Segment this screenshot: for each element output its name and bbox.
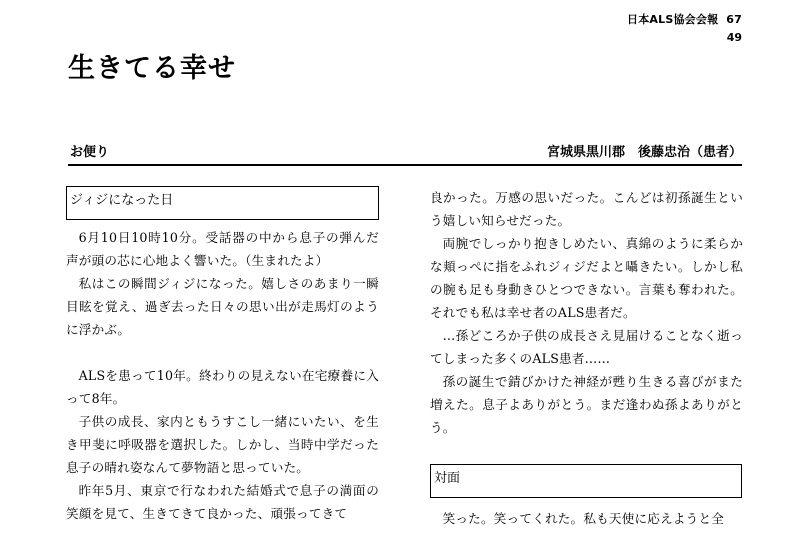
header-divider <box>68 164 742 166</box>
page-number: 49 <box>726 31 742 44</box>
paragraph: 笑った。笑ってくれた。私も天使に応えようと全 <box>442 511 725 526</box>
paragraph: 昨年5月、東京で行なわれた結婚式で息子の満面の笑顔を見て、生きてきて良かった、頑張ってきて <box>66 483 379 521</box>
paragraph: 私はこの瞬間ジィジになった。嬉しさのあまり一瞬目眩を覚え、過ぎ去った日々の思い出が走馬灯のように浮かぶ。 <box>66 276 379 337</box>
issue-number: 67 <box>726 13 742 26</box>
paragraph: 6月10日10時10分。受話器の中から息子の弾んだ声が頭の芯に心地よく響いた。（生まれたよ） <box>66 230 379 268</box>
section-heading-jiji: ジィジになった日 <box>66 186 379 220</box>
paragraph: ALSを患って10年。終わりの見えない在宅療養に入って8年。 <box>66 368 379 406</box>
right-column <box>430 186 743 530</box>
paragraph: …孫どころか子供の成長さえ見届けることなく逝ってしまった多くのALS患者…… <box>430 328 743 366</box>
publication-name: 日本ALS協会会報 <box>627 13 719 26</box>
paragraph: 孫の誕生で錆びかけた神経が甦り生きる喜びがまた増えた。息子よありがとう。まだ逢わぬ孫よありがとう。 <box>430 374 743 435</box>
publication-header <box>627 11 742 27</box>
article-title: 生きてる幸せ <box>68 53 236 84</box>
article-category: お便り <box>70 145 110 160</box>
paragraph: 良かった。万感の思いだった。こんどは初孫誕生という嬉しい知らせだった。 <box>430 190 743 228</box>
paragraph-gap <box>66 341 379 364</box>
paragraph: 子供の成長、家内ともうすこし一緒にいたい、を生き甲斐に呼吸器を選択した。しかし、当時中学だった息子の晴れ姿なんて夢物語と思っていた。 <box>66 414 379 475</box>
paragraph: 両腕でしっかり抱きしめたい、真綿のように柔らかな頬っぺに指をふれジィジだよと囁きたい。しかし私の腕も足も身動きひとつできない。言葉も奪われた。それでも私は幸せ者のALS患者だ。 <box>430 236 743 320</box>
section-heading-taimen: 対面 <box>430 464 742 498</box>
paragraph-gap <box>430 439 743 462</box>
left-column <box>66 186 379 525</box>
article-author: 宮城県黒川郡 後藤忠治（患者） <box>546 145 742 160</box>
